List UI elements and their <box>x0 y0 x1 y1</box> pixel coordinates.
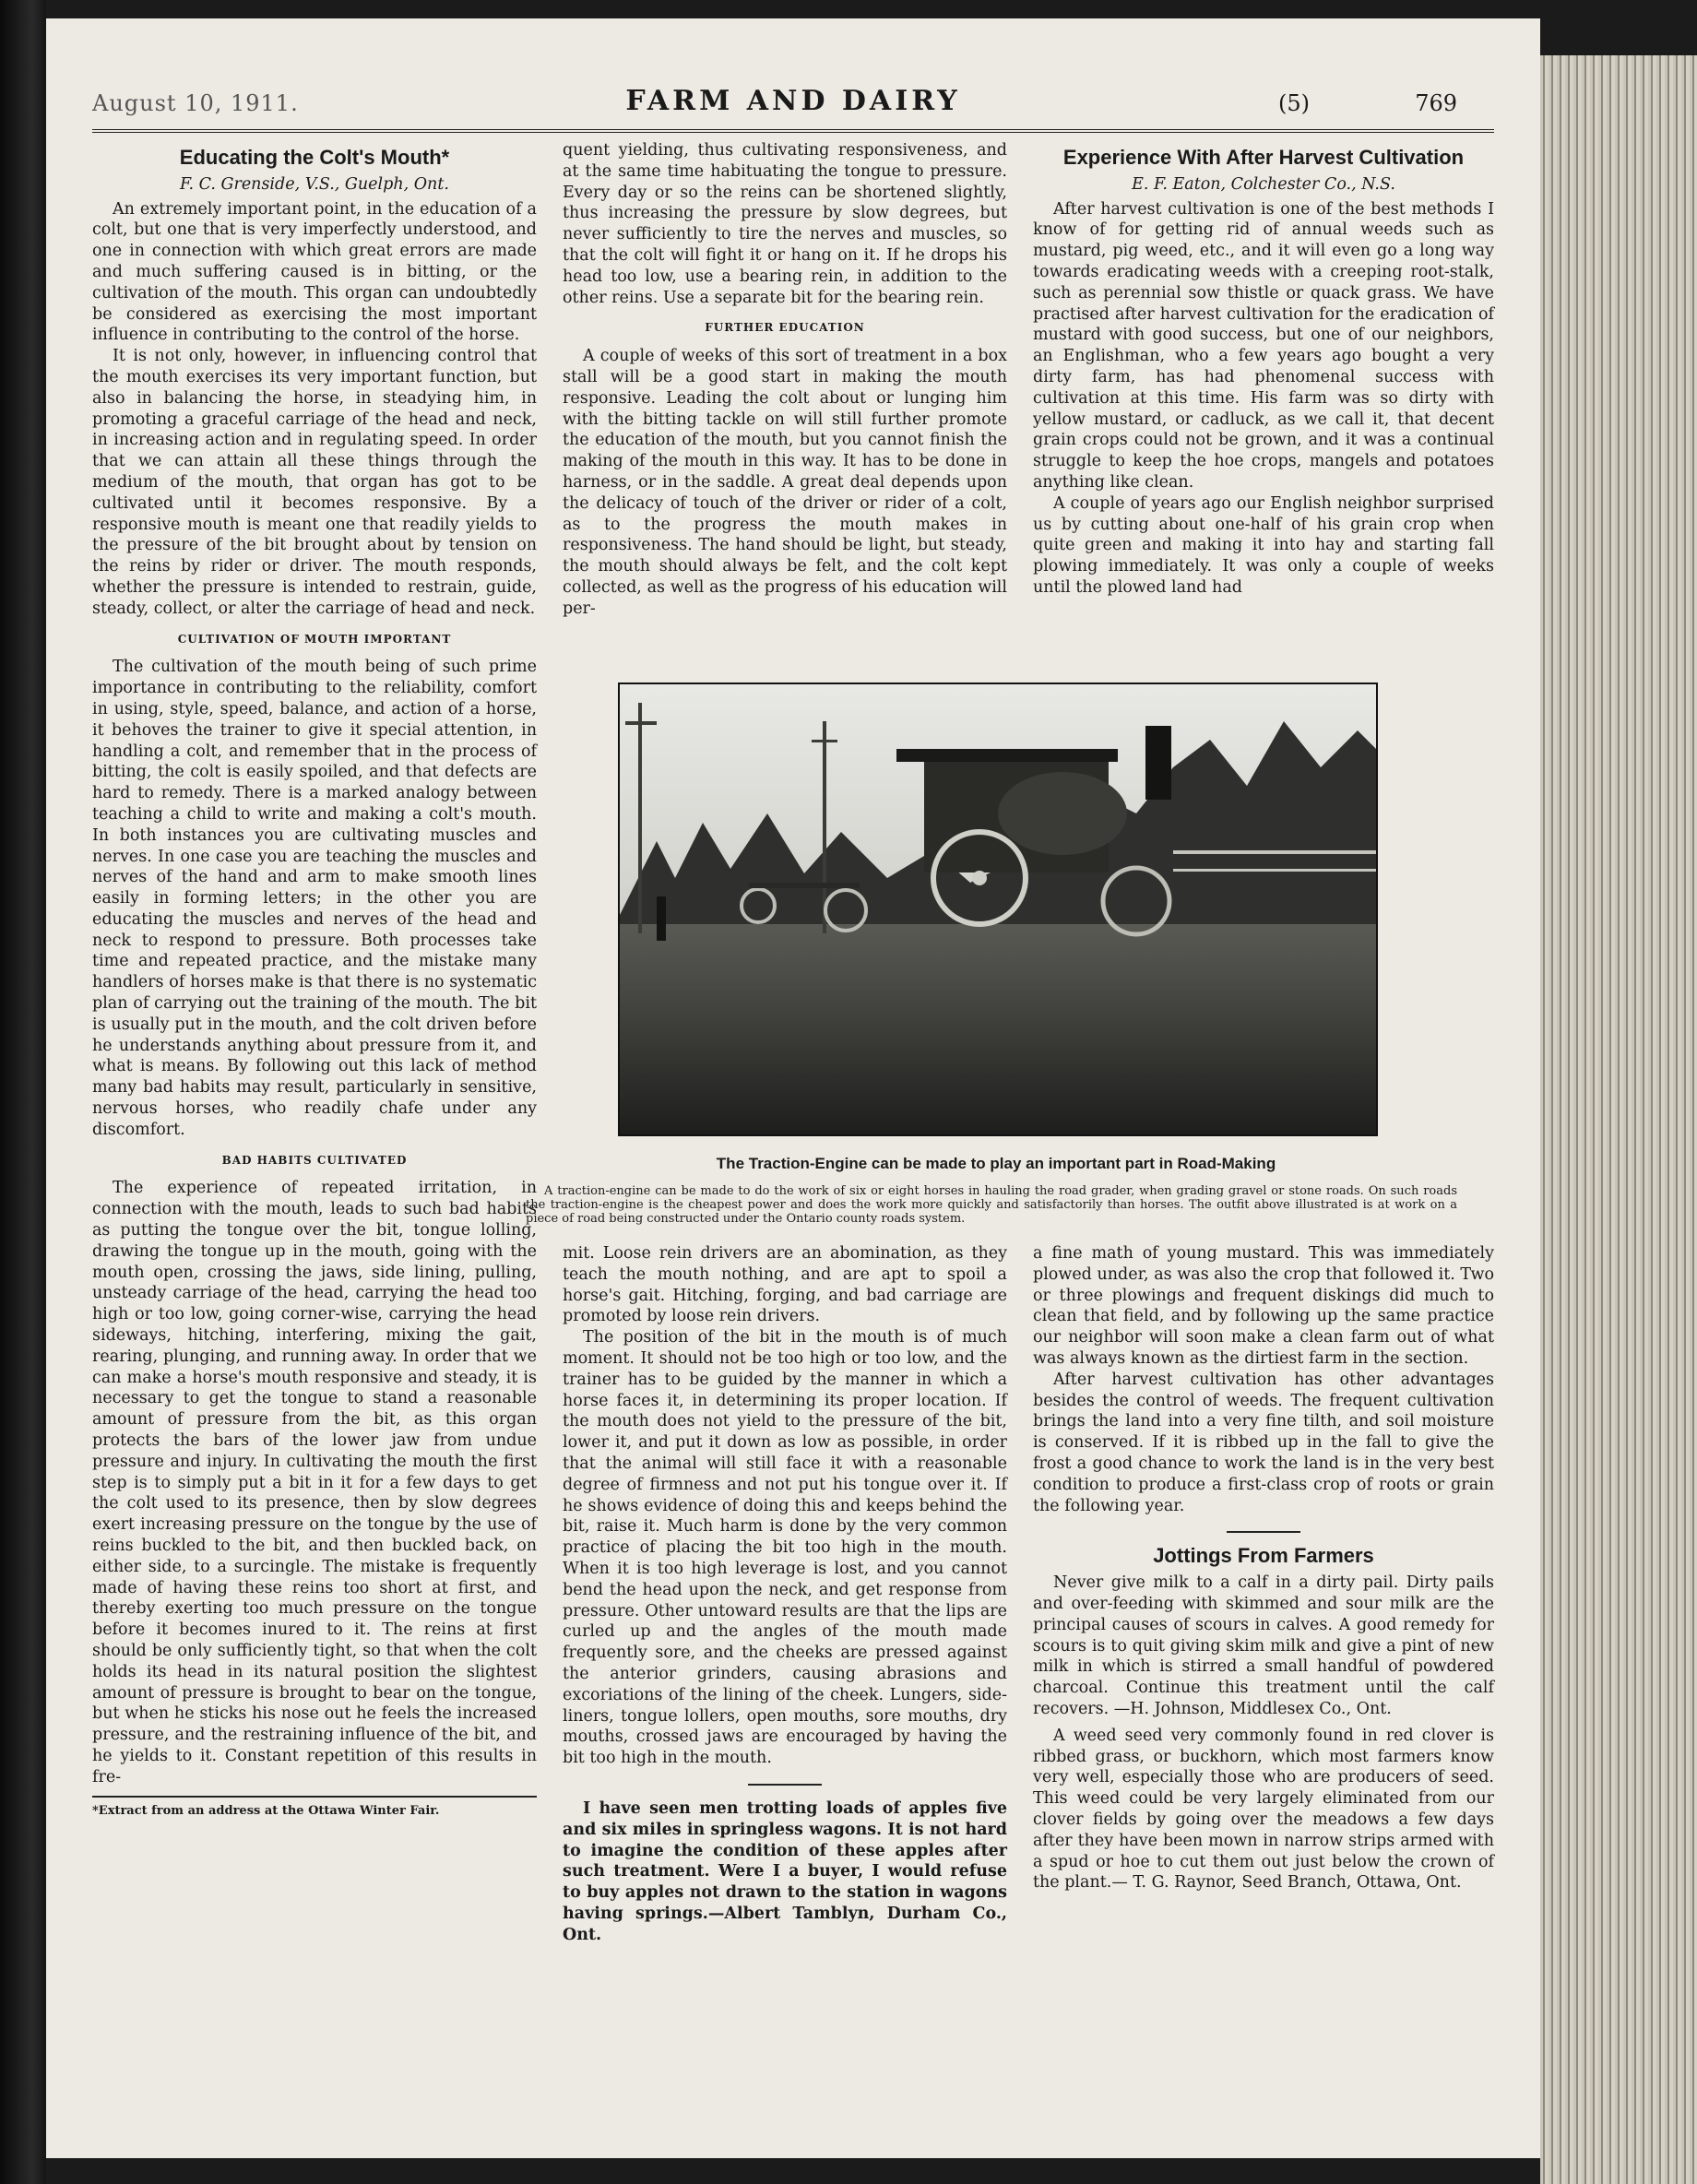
paragraph: An extremely important point, in the education of a colt, but one that is very imperfectly understood, and one in connection with which great errors are made and much suffering caused is in bitting, or the cultivation of the mouth. This organ can undoubtedly be considered as exercising the most important influence in contributing to the control of the horse. <box>92 199 537 345</box>
page-number-bracket: (5) <box>1278 90 1310 116</box>
photo-caption-title: The Traction-Engine can be made to play an important part in Road-Making <box>716 1155 1276 1172</box>
paragraph: Never give milk to a calf in a dirty pail. Dirty pails and over-feeding with skimmed and sour milk are the principal causes of scours in calves. A good remedy for scours is to quit giving skim milk and give a pint of new milk in which is stirred a small handful of powdered charcoal. Continue this treatment until the calf recovers. —H. Johnson, Middlesex Co., Ont. <box>1033 1573 1494 1718</box>
paragraph: I have seen men trotting loads of apples five and six miles in springless wagons. It is not hard to imagine the condition of these apples after such treatment. Were I a buyer, I would refuse to buy apples not drawn to the station in wagons having springs.—Albert Tamblyn, Durham Co., Ont. <box>563 1798 1007 1944</box>
paragraph: The experience of repeated irritation, in connection with the mouth, leads to such bad habits as putting the tongue over the bit, tongue lolling, drawing the tongue up in the mouth, going with the mouth open, crossing the jaws, side lining, pulling, unsteady carriage of the head, carrying the head too high or too low, going corner-wise, carrying the head sideways, hitching, interfering, mixing the gait, rearing, plunging, and running away. In order that we can make a horse's mouth responsive and steady, it is necessary to get the tongue to stand a reasonable amount of pressure from the bit, as this organ protects the bars of the lower jaw from undue pressure and injury. In cultivating the mouth the first step is to simply put a bit in it for a few days to get the colt used to its presence, then by slow degrees exert increasing pressure on the tongue by the use of reins buckled to the bit, and then buckled back, on either side, to a surcingle. The mistake is frequently made of having these reins too short at first, and thereby exerting too much pressure on the tongue before it becomes inured to it. The reins at first should be only sufficiently tight, so that when the colt holds its head in its natural position the slightest amount of pressure is brought to bear on the tongue, but when he sticks his nose out he feels the increased pressure, and the restraining influence of the bit, and he yields to it. Constant repetition of this results in fre- <box>92 1179 537 1786</box>
header-rule <box>92 129 1494 133</box>
article-title-jottings: Jottings From Farmers <box>1153 1544 1374 1568</box>
page-stack-edge <box>1540 55 1697 2184</box>
masthead: FARM AND DAIRY <box>625 85 961 117</box>
byline-colt: F. C. Grenside, V.S., Guelph, Ont. <box>180 174 449 194</box>
section-divider <box>748 1784 822 1786</box>
subheading: BAD HABITS CULTIVATED <box>221 1153 408 1167</box>
column-2-top <box>563 140 1007 620</box>
column-3-top <box>1033 146 1494 599</box>
paragraph: A couple of years ago our English neighbor surprised us by cutting about one-half of his grain crop when quite green and making it into hay and starting fall plowing immediately. It was only a couple of weeks until the plowed land had <box>1033 493 1494 597</box>
article-title-harvest: Experience With After Harvest Cultivation <box>1062 146 1465 169</box>
paragraph: It is not only, however, in influencing control that the mouth exercises its very important function, but also in balancing the horse, in steadying him, in promoting a graceful carriage of the head and neck, in increasing action and in regulating speed. In order that we can attain all these things through the medium of the mouth, that organ has got to be cultivated until it becomes responsive. By a responsive mouth is meant one that readily yields to the pressure of the bit brought about by tension on the reins by rider or driver. The mouth responds, whether the pressure is intended to restrain, guide, steady, collect, or alter the carriage of head and neck. <box>92 347 537 618</box>
photo-caption: A traction-engine can be made to do the work of six or eight horses in hauling the road grader, when grading gravel or stone roads. On such roads the traction-engine is the cheapest power and does the work more quickly and satisfactorily than horses. The outfit above illustrated is at work on a piece of road being constructed under the Ontario county roads system. <box>526 1184 1457 1226</box>
folio-number: 769 <box>1415 90 1457 116</box>
page-header <box>92 81 1494 127</box>
column-1 <box>92 146 537 1822</box>
issue-date: August 10, 1911. <box>92 90 299 116</box>
paragraph: A weed seed very commonly found in red clover is ribbed grass, or buckhorn, which most farmers know very well, especially those who are producers of seed. This weed could be very largely eliminated from our clover fields by going over the meadows a few days after they have been mown in narrow strips armed with a spud or hoe to cut them out just below the crown of the plant.— T. G. Raynor, Seed Branch, Ottawa, Ont. <box>1033 1726 1494 1893</box>
section-divider <box>1227 1531 1300 1533</box>
photo-illustration <box>620 684 1376 1134</box>
subheading: CULTIVATION OF MOUTH IMPORTANT <box>177 632 452 646</box>
column-3-bottom <box>1033 1243 1494 1893</box>
paragraph: The cultivation of the mouth being of such prime importance in contributing to the reliability, comfort in using, style, speed, balance, and action of a horse, it behoves the trainer to give it special attention, in handling a colt, and remember that in the process of bitting, the colt is easily spoiled, and that defects are hard to remedy. There is a marked analogy between teaching a child to write and making a colt's mouth. In both instances you are cultivating muscles and nerves. In one case you are teaching the muscles and nerves of the hand and arm to make smooth lines easily in forming letters; in the other you are educating the muscles and nerves of the head and neck to respond to pressure. Both processes take time and repeated practice, and the mistake many handlers of horses make is that there is no systematic plan of carrying out the training of the mouth. The bit is usually put in the mouth, and the colt driven before he understands anything about pressure from it, and what is means. By following out this lack of method many bad habits may result, particularly in sensitive, nervous horses, who readily chafe under any discomfort. <box>92 658 537 1139</box>
paragraph: The position of the bit in the mouth is of much moment. It should not be too high or too low, and the trainer has to be guided by the manner in which a horse faces it, in determining its proper location. If the mouth does not yield to the pressure of the bit, lower it, and put it down as low as possible, in order that the animal will still face it with a reasonable degree of firmness and not put his tongue over it. If he shows evidence of doing this and keeps behind the bit, raise it. Much harm is done by the very common practice of placing the bit too high in the mouth. When it is too high leverage is lost, and you cannot bend the head upon the neck, and get response from pressure. Other untoward results are that the lips are curled up and the angles of the mouth made frequently sore, and the cheeks are pressed against the anterior grinders, causing abrasions and excoriations of the lining of the cheek. Lungers, side-liners, tongue lollers, open mouths, sore mouths, dry mouths, crossed jaws are encouraged by having the bit too high in the mouth. <box>563 1328 1007 1768</box>
paragraph: a fine math of young mustard. This was immediately plowed under, as was also the crop that followed it. Two or three plowings and frequent diskings did much to clean that field, and by following up the same practice our neighbor will soon make a clean farm out of what was always known as the dirtiest farm in the section. <box>1033 1244 1494 1368</box>
subheading: FURTHER EDUCATION <box>705 321 865 335</box>
paragraph: After harvest cultivation has other advantages besides the control of weeds. The frequent cultivation brings the land into a very fine tilth, and soil moisture is conserved. If it is ribbed up in the fall to give the frost a good chance to work the land is in the very best condition to produce a first-class crop of roots or grain the following year. <box>1033 1370 1494 1515</box>
book-spine <box>0 0 46 2184</box>
newspaper-page <box>46 18 1540 2158</box>
paragraph: mit. Loose rein drivers are an abomination, as they teach the mouth nothing, and are apt to spoil a horse's gait. Hitching, forging, and bad carriage are promoted by loose rein drivers. <box>563 1244 1007 1326</box>
traction-engine-photo <box>618 682 1378 1136</box>
paragraph: quent yielding, thus cultivating responsiveness, and at the same time habituating the tongue to pressure. Every day or so the reins can be shortened slightly, thus increasing the pressure by slow degrees, but never sufficiently to tire the nerves and muscles, so that the colt will fight it or hang on it. If he drops his head too low, use a bearing rein, in addition to the other reins. Use a separate bit for the bearing rein. <box>563 141 1007 307</box>
footnote-rule <box>92 1796 537 1798</box>
paragraph: After harvest cultivation is one of the best methods I know of for getting rid of annual weeds such as mustard, pig weed, etc., and it will even go a long way towards eradicating weeds with a creeping root-stalk, such as perennial sow thistle or quack grass. We have practised after harvest cultivation for the eradication of mustard with good success, but one of our neighbors, an Englishman, who a few years ago bought a very dirty farm, has had phenomenal success with cultivation at this time. His farm was so dirty with yellow mustard, or cadluck, as we call it, that decent grain crops could not be grown, and it was a continual struggle to keep the hoe crops, mangels and potatoes anything like clean. <box>1033 199 1494 492</box>
article-title-colt: Educating the Colt's Mouth* <box>179 146 450 169</box>
footnote: *Extract from an address at the Ottawa Winter Fair. <box>92 1803 440 1818</box>
paragraph: A couple of weeks of this sort of treatment in a box stall will be a good start in making the mouth responsive. Leading the colt about or lunging him with the bitting tackle on will still further promote the education of the mouth, but you cannot finish the making of the mouth in this way. It has to be done in harness, or in the saddle. A great deal depends upon the delicacy of touch of the driver or rider of a colt, as to the progress the mouth makes in responsiveness. The hand should be light, but steady, the mouth should always be felt, and the colt kept collected, as well as the progress of his education will per- <box>563 347 1007 618</box>
column-2-bottom <box>563 1243 1007 1946</box>
byline-harvest: E. F. Eaton, Colchester Co., N.S. <box>1132 174 1395 194</box>
